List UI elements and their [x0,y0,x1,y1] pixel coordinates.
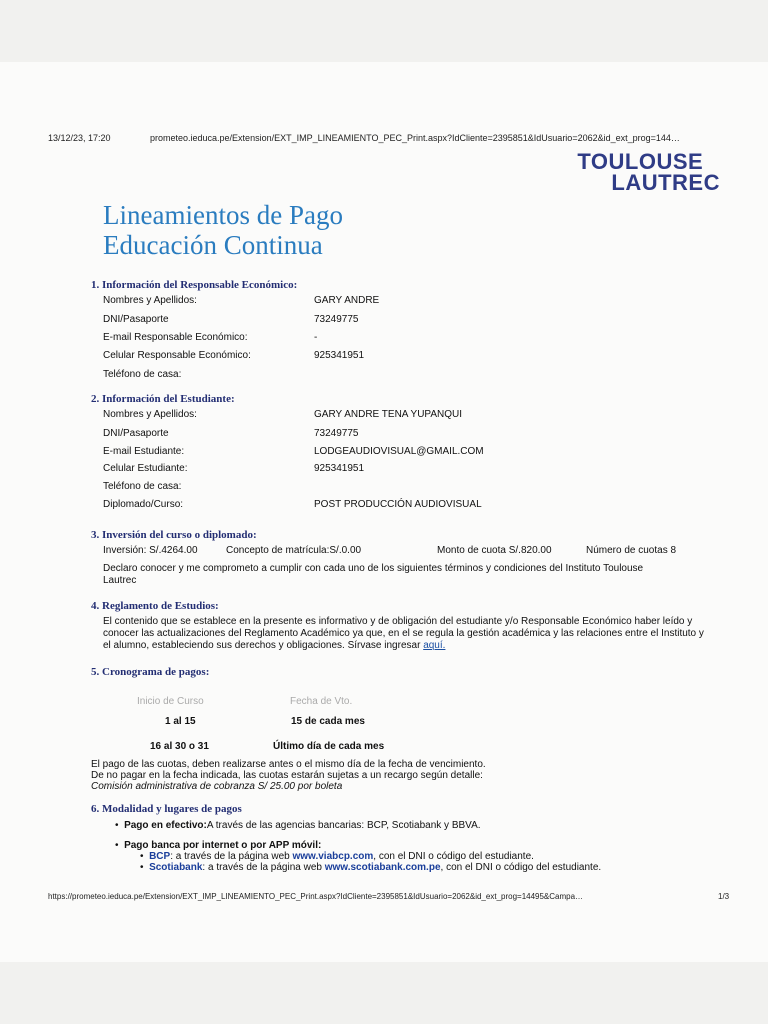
s2-value-nombres: GARY ANDRE TENA YUPANQUI [314,409,463,420]
title-line2: Educación Continua [103,230,323,260]
s1-label-nombres: Nombres y Apellidos: [103,295,197,306]
reglamento-link[interactable]: aquí. [423,640,446,651]
s2-label-email: E-mail Estudiante: [103,446,185,457]
reglamento-text [103,616,713,652]
monto-text: Monto de cuota S/.820.00 [437,545,552,556]
reglamento-body: El contenido que se establece en la presente es informativo y de obligación del estudiante y/o Responsable Económico haber leído y conocer las actualizaciones del Reglamento Académico ya que, en el se regula la gestión académica y las relaciones entre el Instituto y el alumno, estableciendo sus derechos y obligaciones. Sírvase ingresar [103,616,704,651]
print-url: prometeo.ieduca.pe/Extension/EXT_IMP_LINEAMIENTO_PEC_Print.aspx?IdCliente=2395851&IdUsuario=2062&id_ext_prog=144… [150,133,680,143]
inversion-text: Inversión: S/.4264.00 [103,545,198,556]
s2-label-nombres: Nombres y Apellidos: [103,409,197,420]
scotia-site-link[interactable]: www.scotiabank.com.pe [324,862,441,873]
efectivo-text: A través de las agencias bancarias: BCP, Scotiabank y BBVA. [206,820,481,831]
print-footer-url: https://prometeo.ieduca.pe/Extension/EXT_IMP_LINEAMIENTO_PEC_Print.aspx?IdCliente=2395851&IdUsuario=2062&id_ext_prog=14495&Campa… [48,892,584,901]
s1-label-telefono: Teléfono de casa: [103,369,182,380]
s2-label-telefono: Teléfono de casa: [103,481,182,492]
schedule-row2-inicio: 16 al 30 o 31 [150,741,209,752]
banca-label: Pago banca por internet o por APP móvil: [124,840,322,851]
scotia-text2: , con el DNI o código del estudiante. [440,862,602,873]
declaro-text: Declaro conocer y me comprometo a cumplir con cada uno de los siguientes términos y condiciones del Instituto Toulouse Lautrec [103,563,644,586]
bcp-text1: : a través de la página web [170,851,293,862]
note-line3: Comisión administrativa de cobranza S/ 25.00 por boleta [91,781,343,792]
s1-value-email: - [314,332,318,343]
page-number: 1/3 [718,892,730,901]
schedule-row2-vto: Último día de cada mes [273,741,385,752]
section1-heading: 1. Información del Responsable Económico: [91,279,298,291]
schedule-row1-vto: 15 de cada mes [291,716,365,727]
logo-line2: LAUTREC [611,169,720,195]
s2-label-curso: Diplomado/Curso: [103,499,184,510]
section2-heading: 2. Información del Estudiante: [91,393,235,405]
note-line1: El pago de las cuotas, deben realizarse antes o el mismo día de la fecha de vencimiento. [91,759,486,770]
scotia-text1: : a través de la página web [202,862,325,873]
s1-label-celular: Celular Responsable Económico: [103,350,251,361]
s1-value-dni: 73249775 [314,314,359,325]
col-inicio-header: Inicio de Curso [137,696,204,707]
section5-heading: 5. Cronograma de pagos: [91,666,210,678]
s2-label-celular: Celular Estudiante: [103,463,188,474]
bullet-scotiabank: • Scotiabank: a través de la página web www.scotiabank.com.pe, con el DNI o código del estudiante. [140,862,602,873]
bcp-site-link[interactable]: www.viabcp.com [292,851,374,862]
page-title [103,200,343,260]
s2-value-dni: 73249775 [314,428,359,439]
s2-value-email: LODGEAUDIOVISUAL@GMAIL.COM [314,446,484,457]
col-vto-header: Fecha de Vto. [290,696,353,707]
toulouse-lautrec-logo [577,149,720,195]
schedule-row1-inicio: 1 al 15 [165,716,196,727]
section3-heading: 3. Inversión del curso o diplomado: [91,529,257,541]
s1-value-celular: 925341951 [314,350,365,361]
title-line1: Lineamientos de Pago [103,200,343,230]
bullet-bcp: • BCP: a través de la página web www.viabcp.com, con el DNI o código del estudiante. [140,851,534,862]
s2-value-celular: 925341951 [314,463,365,474]
numero-cuotas-text: Número de cuotas 8 [586,545,677,556]
bullet-banca: • Pago banca por internet o por APP móvil: [115,840,322,851]
s1-label-dni: DNI/Pasaporte [103,314,169,325]
scotia-name: Scotiabank [149,862,203,873]
concepto-text: Concepto de matrícula:S/.0.00 [226,545,362,556]
section6-heading: 6. Modalidad y lugares de pagos [91,803,242,815]
bcp-text2: , con el DNI o código del estudiante. [373,851,534,862]
note-line2: De no pagar en la fecha indicada, las cuotas estarán sujetas a un recargo según detalle: [91,770,483,781]
efectivo-label: Pago en efectivo: [124,820,207,831]
s2-value-curso: POST PRODUCCIÓN AUDIOVISUAL [314,499,482,510]
s1-value-nombres: GARY ANDRE [314,295,380,306]
logo-line1: TOULOUSE [577,149,704,174]
section4-heading: 4. Reglamento de Estudios: [91,600,219,612]
bcp-name: BCP [149,851,171,862]
s1-label-email: E-mail Responsable Económico: [103,332,248,343]
s2-label-dni: DNI/Pasaporte [103,428,169,439]
bullet-efectivo: • Pago en efectivo:A través de las agencias bancarias: BCP, Scotiabank y BBVA. [115,820,481,831]
print-datetime: 13/12/23, 17:20 [48,133,111,143]
